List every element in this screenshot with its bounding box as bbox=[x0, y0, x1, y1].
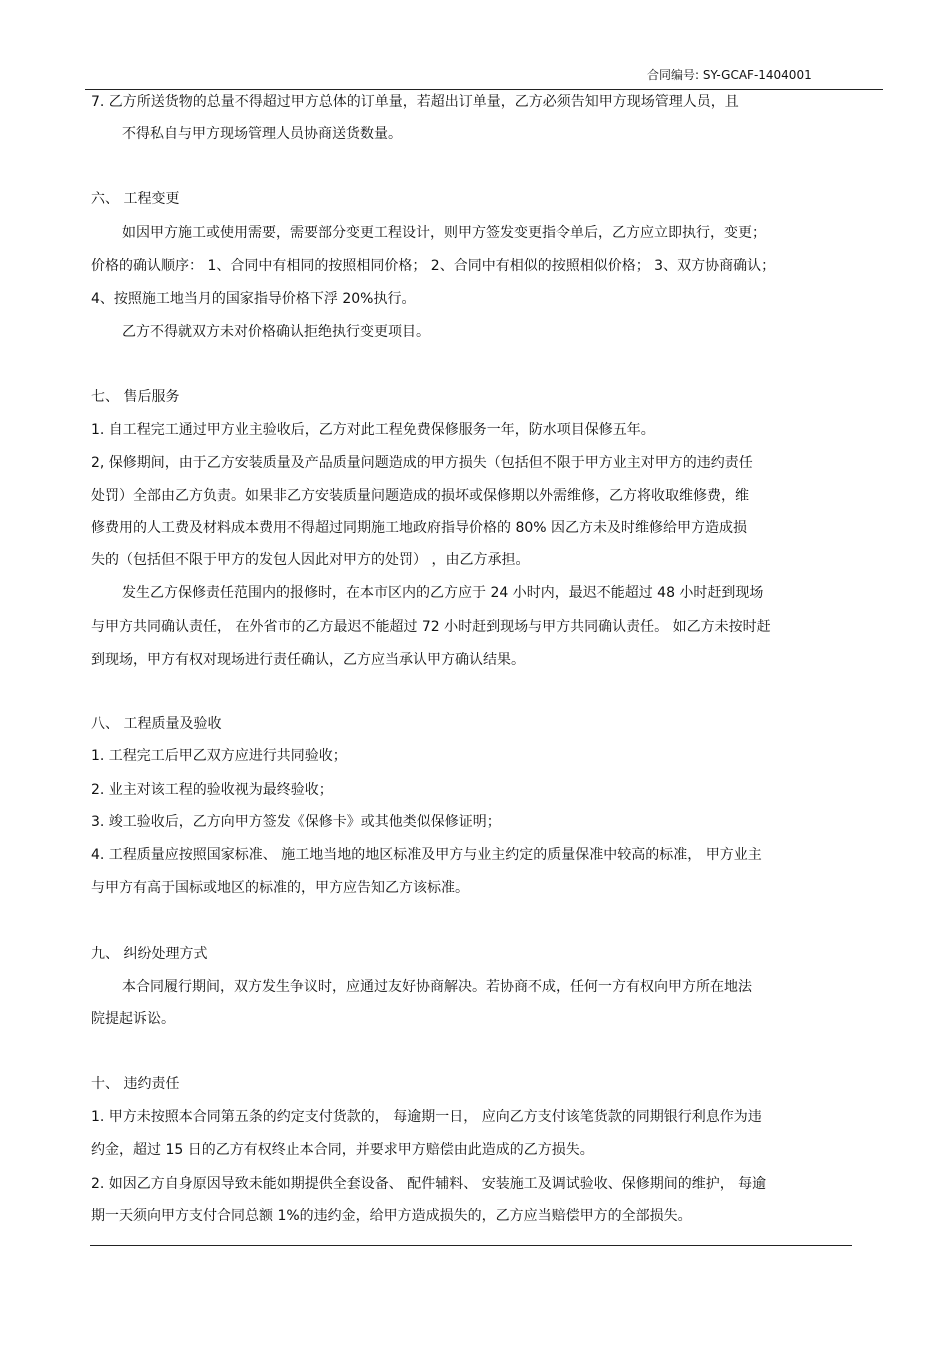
contract-number: 合同编号: SY-GCAF-1404001 bbox=[647, 68, 812, 82]
section-8-heading: 八、 工程质量及验收 bbox=[91, 716, 222, 732]
section-7-item-2-line-1: 2, 保修期间，由于乙方安装质量及产品质量问题造成的甲方损失（包括但不限于甲方业主对甲方的违约责任 bbox=[91, 455, 753, 471]
section-10-item-1-line-2: 约金，超过 15 日的乙方有权终止本合同，并要求甲方赔偿由此造成的乙方损失。 bbox=[91, 1142, 594, 1158]
clause-7-line-2: 不得私自与甲方现场管理人员协商送货数量。 bbox=[122, 126, 402, 142]
section-7-item-1: 1. 自工程完工通过甲方业主验收后，乙方对此工程免费保修服务一年，防水项目保修五年。 bbox=[91, 422, 655, 438]
header-rule bbox=[85, 89, 883, 90]
section-8-item-4-line-1: 4. 工程质量应按照国家标准、 施工地当地的地区标准及甲方与业主约定的质量保准中较高的标准， 甲方业主 bbox=[91, 847, 762, 863]
section-8-item-2: 2. 业主对该工程的验收视为最终验收； bbox=[91, 782, 333, 798]
clause-7-line-1: 7. 乙方所送货物的总量不得超过甲方总体的订单量，若超出订单量，乙方必须告知甲方现场管理人员，且 bbox=[91, 94, 739, 110]
section-9-para-line-2: 院提起诉讼。 bbox=[91, 1011, 175, 1027]
section-9-heading: 九、 纠纷处理方式 bbox=[91, 946, 208, 962]
section-7-item-2-line-2: 处罚）全部由乙方负责。如果非乙方安装质量问题造成的损坏或保修期以外需维修，乙方将收取维修费，维 bbox=[91, 488, 749, 504]
section-7-para-line-3: 到现场，甲方有权对现场进行责任确认，乙方应当承认甲方确认结果。 bbox=[91, 652, 525, 668]
section-6-price-order-4: 4、按照施工地当月的国家指导价格下浮 20%执行。 bbox=[91, 291, 416, 307]
section-7-heading: 七、 售后服务 bbox=[91, 389, 180, 405]
section-6-price-order: 价格的确认顺序： 1、合同中有相同的按照相同价格； 2、合同中有相似的按照相似价格； 3、双方协商确认； bbox=[91, 258, 776, 274]
section-10-item-1-line-1: 1. 甲方未按照本合同第五条的约定支付货款的， 每逾期一日， 应向乙方支付该笔货款的同期银行利息作为违 bbox=[91, 1109, 762, 1125]
section-9-para-line-1: 本合同履行期间，双方发生争议时，应通过友好协商解决。若协商不成，任何一方有权向甲方所在地法 bbox=[122, 979, 752, 995]
section-10-item-2-line-1: 2. 如因乙方自身原因导致未能如期提供全套设备、 配件辅料、 安装施工及调试验收、保修期间的维护， 每逾 bbox=[91, 1176, 767, 1192]
section-6-para-1: 如因甲方施工或使用需要，需要部分变更工程设计，则甲方签发变更指令单后，乙方应立即执行，变更； bbox=[122, 225, 766, 241]
section-7-para-line-2: 与甲方共同确认责任， 在外省市的乙方最迟不能超过 72 小时赶到现场与甲方共同确认责任。 如乙方未按时赶 bbox=[91, 619, 771, 635]
section-8-item-3: 3. 竣工验收后，乙方向甲方签发《保修卡》或其他类似保修证明； bbox=[91, 814, 501, 830]
section-7-item-2-line-4: 失的（包括但不限于甲方的发包人因此对甲方的处罚） ，由乙方承担。 bbox=[91, 552, 530, 568]
section-7-para-line-1: 发生乙方保修责任范围内的报修时，在本市区内的乙方应于 24 小时内，最迟不能超过 48 小时赶到现场 bbox=[122, 585, 764, 601]
footer-rule bbox=[90, 1245, 852, 1246]
section-8-item-1: 1. 工程完工后甲乙双方应进行共同验收； bbox=[91, 748, 347, 764]
section-7-item-2-line-3: 修费用的人工费及材料成本费用不得超过同期施工地政府指导价格的 80% 因乙方未及时维修给甲方造成损 bbox=[91, 520, 748, 536]
section-8-item-4-line-2: 与甲方有高于国标或地区的标准的，甲方应告知乙方该标准。 bbox=[91, 880, 469, 896]
section-10-heading: 十、 违约责任 bbox=[91, 1076, 180, 1092]
section-6-para-2: 乙方不得就双方未对价格确认拒绝执行变更项目。 bbox=[122, 324, 430, 340]
section-6-heading: 六、 工程变更 bbox=[91, 191, 180, 207]
section-10-item-2-line-2: 期一天须向甲方支付合同总额 1%的违约金，给甲方造成损失的，乙方应当赔偿甲方的全部损失。 bbox=[91, 1208, 692, 1224]
